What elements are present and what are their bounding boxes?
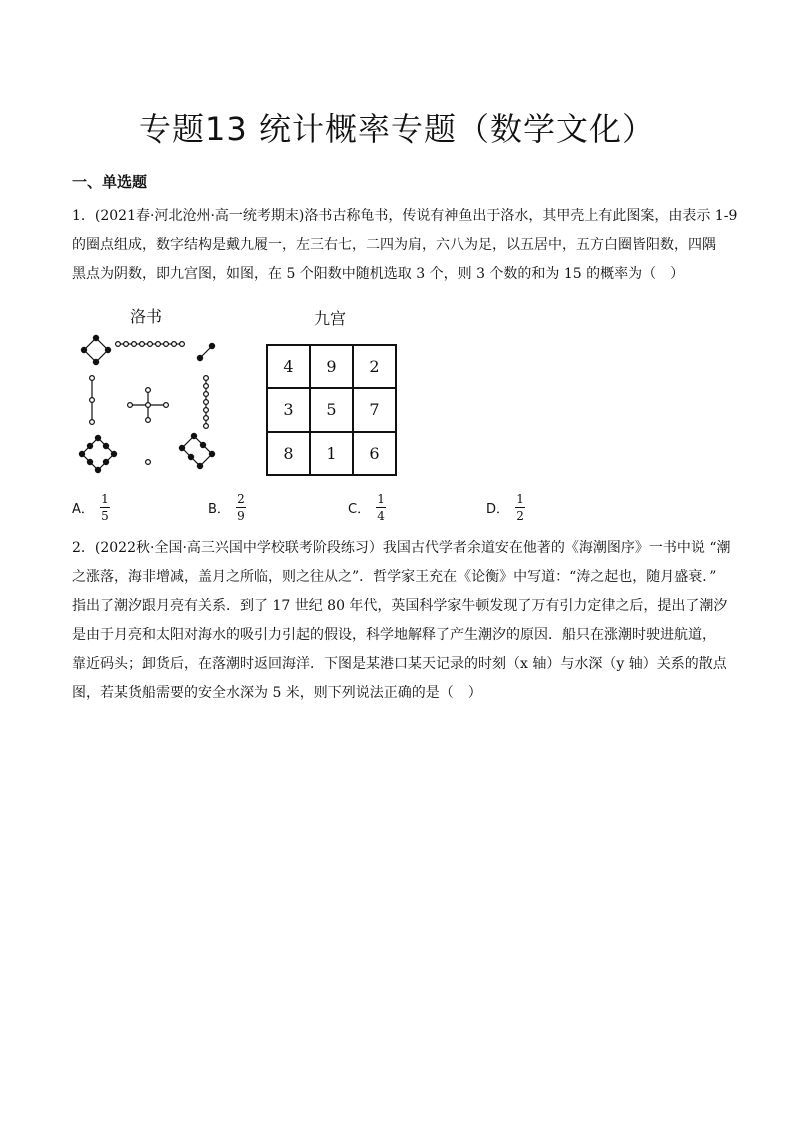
luoshu-diagram — [78, 334, 228, 474]
option-fraction — [376, 492, 386, 523]
option-label: B． — [208, 502, 230, 517]
question-1-line: 黑点为阴数，即九宫图，如图，在 5 个阳数中随机选取 3 个，则 3 个数的和为 15 的概率为（ ） — [72, 266, 685, 282]
grid-cell: 2 — [353, 345, 396, 388]
option-label: C． — [348, 502, 371, 517]
grid-cell: 1 — [310, 432, 353, 475]
option-fraction — [100, 492, 110, 523]
option-c[interactable] — [348, 492, 386, 523]
option-b[interactable] — [208, 492, 246, 523]
numerator: 2 — [237, 492, 245, 506]
grid-cell: 3 — [267, 388, 310, 431]
question-1-line: 1．(2021春·河北沧州·高一统考期末)洛书古称龟书，传说有神鱼出于洛水，其甲壳上有此图案，由表示 1-9 — [72, 208, 738, 224]
denominator: 4 — [377, 509, 385, 523]
jiugong-grid — [266, 344, 397, 476]
question-2-line: 之涨落，海非增减，盖月之所临，则之往从之”．哲学家王充在《论衡》中写道：“涛之起也，随月盛衰．” — [72, 569, 717, 585]
option-a[interactable] — [72, 492, 110, 523]
grid-cell: 4 — [267, 345, 310, 388]
jiugong-caption: 九宫 — [314, 309, 347, 328]
grid-cell: 9 — [310, 345, 353, 388]
question-2-line: 是由于月亮和太阳对海水的吸引力引起的假设，科学地解释了产生潮汐的原因．船只在涨潮时驶进航道， — [72, 627, 716, 643]
question-2-line: 2．(2022秋·全国·高三兴国中学校联考阶段练习）我国古代学者余道安在他著的《海潮图序》一书中说 “潮 — [72, 540, 731, 556]
numerator: 1 — [377, 492, 385, 506]
question-2-line: 图，若某货船需要的安全水深为 5 米，则下列说法正确的是（ ） — [72, 685, 482, 701]
question-1-text — [72, 202, 738, 289]
denominator: 5 — [101, 509, 109, 523]
numerator: 1 — [101, 492, 109, 506]
grid-cell: 7 — [353, 388, 396, 431]
question-2-text — [72, 534, 731, 708]
grid-cell: 5 — [310, 388, 353, 431]
option-d[interactable] — [486, 492, 525, 523]
option-fraction — [515, 492, 525, 523]
option-fraction — [236, 492, 246, 523]
grid-cell: 8 — [267, 432, 310, 475]
numerator: 1 — [516, 492, 524, 506]
luoshu-caption: 洛书 — [130, 307, 163, 326]
option-label: D． — [486, 502, 510, 517]
question-2-line: 靠近码头；卸货后，在落潮时返回海洋．下图是某港口某天记录的时刻（x 轴）与水深（y 轴）关系的散点 — [72, 656, 727, 672]
question-1-line: 的圈点组成，数字结构是戴九履一，左三右七，二四为肩，六八为足，以五居中，五方白圈皆阳数，四隅 — [72, 237, 716, 253]
denominator: 9 — [237, 509, 245, 523]
grid-cell: 6 — [353, 432, 396, 475]
option-label: A． — [72, 502, 94, 517]
denominator: 2 — [516, 509, 524, 523]
question-2-line: 指出了潮汐跟月亮有关系．到了 17 世纪 80 年代，英国科学家牛顿发现了万有引力定律之后，提出了潮汐 — [72, 598, 728, 614]
page-title: 专题13 统计概率专题（数学文化） — [139, 110, 655, 148]
section-heading: 一、单选题 — [72, 173, 148, 191]
